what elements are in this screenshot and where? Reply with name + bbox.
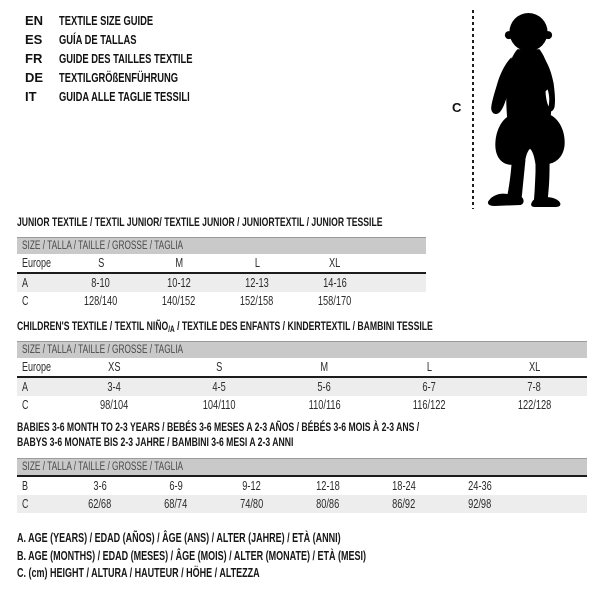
value-cell: 158/170 <box>318 294 352 308</box>
value-cell: 122/128 <box>517 398 552 412</box>
value-cell: 68/74 <box>164 497 188 511</box>
row-label-cell: B <box>22 479 29 493</box>
section-title-text: CHILDREN'S TEXTILE / TEXTIL $NIÑO_{/A}$ / TEXTILE DES ENFANTS / KINDERTEXTIL / BAMBINI TESSILE <box>17 319 433 334</box>
value-cell: 3-6 <box>93 479 107 493</box>
row-label-cell: A <box>22 276 29 290</box>
language-row-fr <box>25 49 244 68</box>
value-cell: 110/116 <box>308 398 341 412</box>
language-row-it <box>25 87 244 106</box>
table-row-a <box>17 274 426 292</box>
value-cell: 86/92 <box>392 497 416 511</box>
size-cell: S <box>216 360 223 374</box>
value-cell: 12-13 <box>245 276 269 290</box>
language-title: GUIDA ALLE TAGLIE TESSILI <box>59 89 190 104</box>
value-cell: 128/140 <box>84 294 118 308</box>
row-label-cell: Europe <box>22 256 52 270</box>
language-title: TEXTILGRÖßENFÜHRUNG <box>59 70 179 85</box>
value-cell: 5-6 <box>317 380 332 394</box>
legend-line-c: C. (cm) HEIGHT / ALTURA / HAUTEUR / HÖHE / ALTEZZA <box>17 566 260 580</box>
section-title-junior <box>17 215 525 230</box>
value-cell: 116/122 <box>413 398 446 412</box>
table-row-c <box>17 292 426 310</box>
size-cell: XL <box>528 360 541 374</box>
language-code: IT <box>25 89 37 104</box>
section-title-text-line2: BABYS 3-6 MONATE BIS 2-3 JAHRE / BAMBINI 3-6 MESI A 2-3 ANNI <box>17 435 294 449</box>
section-title-children <box>17 319 594 337</box>
language-code: DE <box>25 70 44 85</box>
size-cell: L <box>254 256 260 270</box>
value-cell: 74/80 <box>240 497 264 511</box>
section-title-text: JUNIOR TEXTILE / TEXTIL JUNIOR/ TEXTILE JUNIOR / JUNIORTEXTIL / JUNIOR TESSILE <box>17 215 383 229</box>
table-row-a <box>17 378 587 396</box>
size-cell: XS <box>108 360 121 374</box>
value-cell: 152/158 <box>240 294 274 308</box>
size-header-text: SIZE / TALLA / TAILLE / GRÖSSE / TAGLIA <box>22 240 184 252</box>
size-header-bar <box>17 341 587 358</box>
row-label-cell: A <box>22 380 29 394</box>
language-title: TEXTILE SIZE GUIDE <box>59 13 154 28</box>
value-cell: 80/86 <box>316 497 340 511</box>
value-cell: 14-16 <box>323 276 347 290</box>
value-cell: 7-8 <box>527 380 542 394</box>
value-cell: 18-24 <box>392 479 416 493</box>
legend-line-a: A. AGE (YEARS) / EDAD (AÑOS) / ÂGE (ANS) / ALTER (JAHRE) / ETÀ (ANNI) <box>17 531 341 545</box>
language-code: ES <box>25 32 43 47</box>
measurement-legend <box>17 530 502 583</box>
table-row-c <box>17 396 587 414</box>
toddler-silhouette-icon <box>479 7 585 208</box>
row-label-cell: C <box>22 497 29 511</box>
section-title-babies <box>17 420 576 450</box>
row-label-cell: C <box>22 398 29 412</box>
language-code: EN <box>25 13 44 28</box>
legend-line-b: B. AGE (MONTHS) / EDAD (MESES) / ÂGE (MOIS) / ALTER (MONATE) / ETÀ (MESI) <box>17 548 366 563</box>
value-cell: 10-12 <box>167 276 191 290</box>
value-cell: 9-12 <box>242 479 262 493</box>
value-cell: 8-10 <box>91 276 111 290</box>
language-title-list <box>25 11 244 106</box>
size-header-bar <box>17 458 587 475</box>
babies-size-table <box>17 458 587 513</box>
language-title: GUIDE DES TAILLES TEXTILE <box>59 51 193 66</box>
size-cell: S <box>97 256 105 270</box>
value-cell: 98/104 <box>100 398 129 412</box>
size-header-text: SIZE / TALLA / TAILLE / GRÖSSE / TAGLIA <box>22 344 184 356</box>
junior-size-table <box>17 237 426 310</box>
value-cell: 6-7 <box>422 380 437 394</box>
language-code: FR <box>25 51 43 66</box>
subscript-text: /A <box>168 324 175 334</box>
language-title: GUÍA DE TALLAS <box>59 32 137 47</box>
size-cell: M <box>320 360 329 374</box>
size-cell: XL <box>329 256 341 270</box>
language-row-de <box>25 68 244 87</box>
size-cell: L <box>426 360 433 374</box>
size-label-row <box>17 358 587 376</box>
value-cell: 104/110 <box>203 398 236 412</box>
value-cell: 4-5 <box>212 380 227 394</box>
size-cell: M <box>175 256 183 270</box>
row-label-cell: C <box>22 294 29 308</box>
table-row-c <box>17 495 587 513</box>
language-row-es <box>25 30 244 49</box>
language-row-en <box>25 11 244 30</box>
value-cell: 92/98 <box>468 497 492 511</box>
size-header-bar <box>17 237 426 254</box>
size-header-text: SIZE / TALLA / TAILLE / GRÖSSE / TAGLIA <box>22 461 184 473</box>
section-title-text-line1: BABIES 3-6 MONTH TO 2-3 YEARS / BEBÉS 3-6 MESES A 2-3 AÑOS / BÉBÉS 3-6 MOIS À 2-3 ANS / <box>17 420 420 434</box>
value-cell: 6-9 <box>169 479 183 493</box>
table-row-b <box>17 477 587 495</box>
value-cell: 140/152 <box>162 294 196 308</box>
height-measure-dotted-line <box>472 10 474 209</box>
value-cell: 62/68 <box>88 497 112 511</box>
height-measure-label: C <box>452 100 462 115</box>
row-label-cell: Europe <box>22 360 52 374</box>
value-cell: 24-36 <box>468 479 492 493</box>
value-cell: 12-18 <box>316 479 340 493</box>
size-label-row <box>17 254 426 272</box>
value-cell: 3-4 <box>107 380 122 394</box>
children-size-table <box>17 341 587 414</box>
